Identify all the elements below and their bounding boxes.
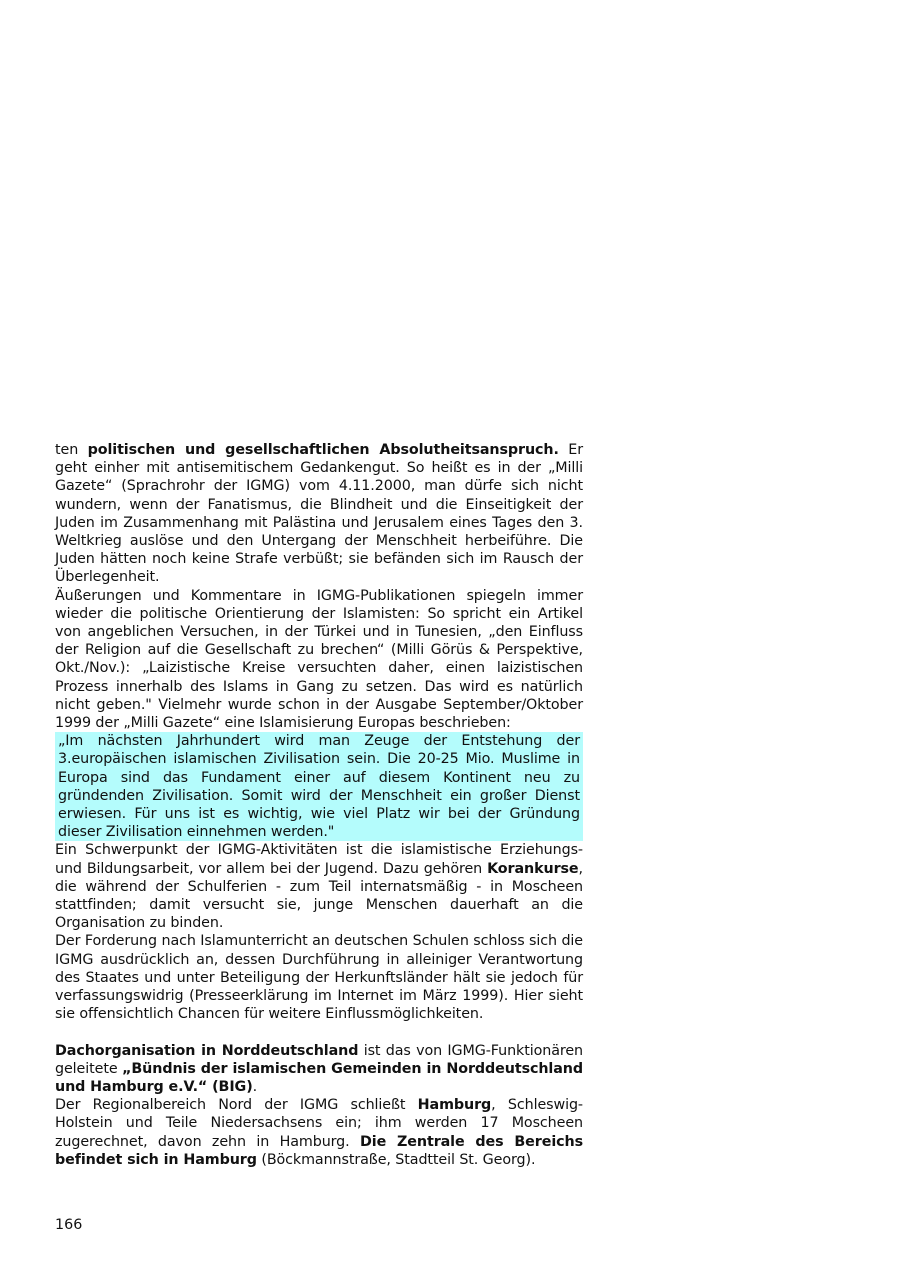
paragraph-publikationen: Äußerungen und Kommentare in IGMG-Publikationen spiegeln immer wieder die politische Orientierung der Islamisten: So spricht ein Artikel von angeblichen Versuchen, in der Türkei und in Tunesien, „den Einfluss der Religion auf die Gesellschaft zu brechen“ (Milli Görüs & Perspektive, Okt./Nov.): „Laizistische Kreise versuchten daher, einen laizistischen Prozess innerhalb des Islams in Gang zu setzen. Das wird es natürlich nicht geben." Vielmehr wurde schon in der Ausgabe September/Oktober 1999 der „Milli Gazete“ eine Islamisierung Europas beschrieben: <box>55 587 583 732</box>
paragraph-regionalbereich-nord <box>55 1096 583 1169</box>
text-run: Ein Schwerpunkt der IGMG-Aktivitäten ist die islamistische Erziehungs- und Bildungsarbeit, vor allem bei der Jugend. Dazu gehören <box>55 842 583 877</box>
page-number: 166 <box>55 1217 83 1233</box>
bold-phrase: Hamburg <box>417 1097 492 1114</box>
paragraph-dachorganisation <box>55 1042 583 1097</box>
highlighted-quote: „Im nächsten Jahrhundert wird man Zeuge der Entstehung der 3.europäischen islamischen Zivilisation sein. Die 20-25 Mio. Muslime in Europa sind das Fundament einer auf diesem Kontinent neu zu gründenden Zivilisation. Somit wird der Menschheit ein großer Dienst erwiesen. Für uns ist es wichtig, wie viel Platz wir bei der Gründung dieser Zivilisation einnehmen werden." <box>55 732 583 841</box>
bold-phrase: Die Zentrale des Bereichs befindet sich in Hamburg <box>55 1133 583 1168</box>
text-run: , Schleswig-Holstein und Teile Niedersachsens ein; ihm werden 17 Moscheen zugerechnet, davon zehn in Hamburg. <box>55 1097 583 1150</box>
text-run: , die während der Schulferien - zum Teil internatsmäßig - in Moscheen stattfinden; damit versucht sie, junge Menschen dauerhaft an die Organisation zu binden. <box>55 860 583 932</box>
text-run: Er geht einher mit antisemitischem Gedankengut. So heißt es in der „Milli Gazete“ (Sprachrohr der IGMG) vom 4.11.2000, man dürfe sich nicht wundern, wenn der Fanatismus, die Blindheit und die Einseitigkeit der Juden im Zusammenhang mit Palästina und Jerusalem eines Tages den 3. Weltkrieg auslöse und den Untergang der Menschheit herbeiführe. Die Juden hätten noch keine Strafe verbüßt; sie befänden sich im Rausch der Überlegenheit. <box>55 442 583 586</box>
bold-phrase: „Bündnis der islamischen Gemeinden in Norddeutschland und Hamburg e.V.“ (BIG) <box>55 1060 583 1095</box>
bold-phrase: Dachorganisation in Norddeutschland <box>55 1042 359 1059</box>
text-run: . <box>252 1078 258 1095</box>
bold-phrase: politischen und gesellschaftlichen Absolutheitsanspruch. <box>87 442 559 458</box>
paragraph-islamunterricht: Der Forderung nach Islamunterricht an deutschen Schulen schloss sich die IGMG ausdrücklich an, dessen Durchführung in alleiniger Verantwortung des Staates und unter Beteiligung der Herkunftsländer hält sie jedoch für verfassungswidrig (Presseerklärung im Internet im März 1999). Hier sieht sie offensichtlich Chancen für weitere Einflussmöglichkeiten. <box>55 933 583 1023</box>
paragraph-absolutheitsanspruch <box>55 441 583 587</box>
text-run: ist das von IGMG-Funktionären geleitete <box>55 1042 583 1077</box>
text-run: Der Regionalbereich Nord der IGMG schließt <box>55 1097 418 1114</box>
body-text-column <box>55 441 583 1169</box>
text-run: ten <box>55 442 88 458</box>
bold-phrase: Korankurse <box>487 860 579 877</box>
text-run: (Böckmannstraße, Stadtteil St. Georg). <box>256 1151 536 1168</box>
paragraph-gap <box>55 1024 583 1042</box>
paragraph-erziehungsarbeit <box>55 841 583 932</box>
